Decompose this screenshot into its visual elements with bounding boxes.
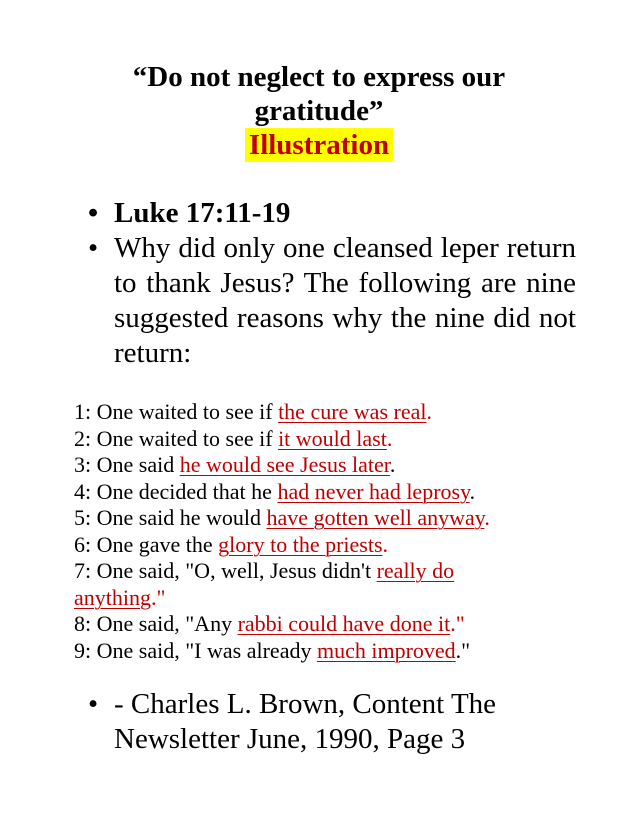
reason-link[interactable]: the cure was real [278, 399, 427, 424]
credit-bullet [88, 687, 614, 757]
reason-punct: . [426, 399, 432, 424]
reason-item-4 [74, 479, 594, 506]
reasons-list [74, 399, 594, 664]
reason-link[interactable]: glory to the priests [218, 531, 383, 557]
title-line-2: gratitude” [254, 95, 384, 127]
reason-link-continued[interactable]: anything [74, 584, 151, 610]
reason-punct: . [469, 478, 476, 504]
bullet-scripture-reference [88, 196, 576, 231]
reason-text: 5: One said he would [74, 505, 267, 530]
bullet-dot: • [88, 232, 99, 264]
reason-item-8 [74, 611, 594, 638]
reason-item-7 [74, 558, 594, 611]
illustration-label: Illustration [245, 128, 393, 162]
reason-text: 4: One decided that he [74, 478, 278, 504]
reason-text: 7: One said, "O, well, Jesus didn't [74, 558, 377, 583]
reason-item-9 [74, 638, 594, 665]
reason-item-5 [74, 505, 594, 532]
reason-link[interactable]: really do [376, 558, 455, 583]
reason-text: 9: One said, "I was already [74, 637, 317, 663]
bullet-dot: • [88, 197, 99, 229]
reason-punct: ." [151, 584, 166, 610]
title-line-1: “Do not neglect to express our [132, 61, 506, 93]
reason-punct: . [386, 425, 393, 451]
reason-item-2 [74, 426, 594, 453]
scripture-reference: Luke 17:11-19 [114, 197, 291, 229]
reason-punct: ." [455, 637, 471, 663]
reason-link[interactable]: had never had leprosy [277, 478, 470, 504]
reason-punct: . [382, 531, 389, 557]
reason-text: 6: One gave the [74, 531, 219, 557]
page-title [0, 60, 638, 162]
credit-line-2: Newsletter June, 1990, Page 3 [114, 723, 466, 755]
reason-link[interactable]: he would see Jesus later [179, 452, 390, 477]
question-text: Why did only one cleansed leper return to thank Jesus? The following are nine suggested reasons why the nine did not return: [114, 232, 576, 369]
reason-text: 2: One waited to see if [74, 425, 279, 451]
reason-link[interactable]: rabbi could have done it [237, 611, 451, 636]
reason-punct: ." [450, 611, 465, 636]
reason-link[interactable]: have gotten well anyway [266, 505, 485, 530]
credit-line-1: - Charles L. Brown, Content The [114, 688, 497, 720]
reason-punct: . [389, 452, 396, 477]
reason-punct: . [484, 505, 490, 530]
reason-text: 3: One said [74, 452, 180, 477]
reason-link[interactable]: much improved [316, 637, 456, 663]
reason-text: 1: One waited to see if [74, 399, 279, 424]
reason-link[interactable]: it would last [278, 425, 387, 451]
bullet-question [88, 231, 576, 371]
bullet-list [88, 196, 576, 371]
bullet-dot: • [88, 688, 99, 720]
reason-item-3 [74, 452, 594, 479]
reason-item-6 [74, 532, 594, 559]
reason-text: 8: One said, "Any [74, 611, 238, 636]
reason-item-1 [74, 399, 594, 426]
